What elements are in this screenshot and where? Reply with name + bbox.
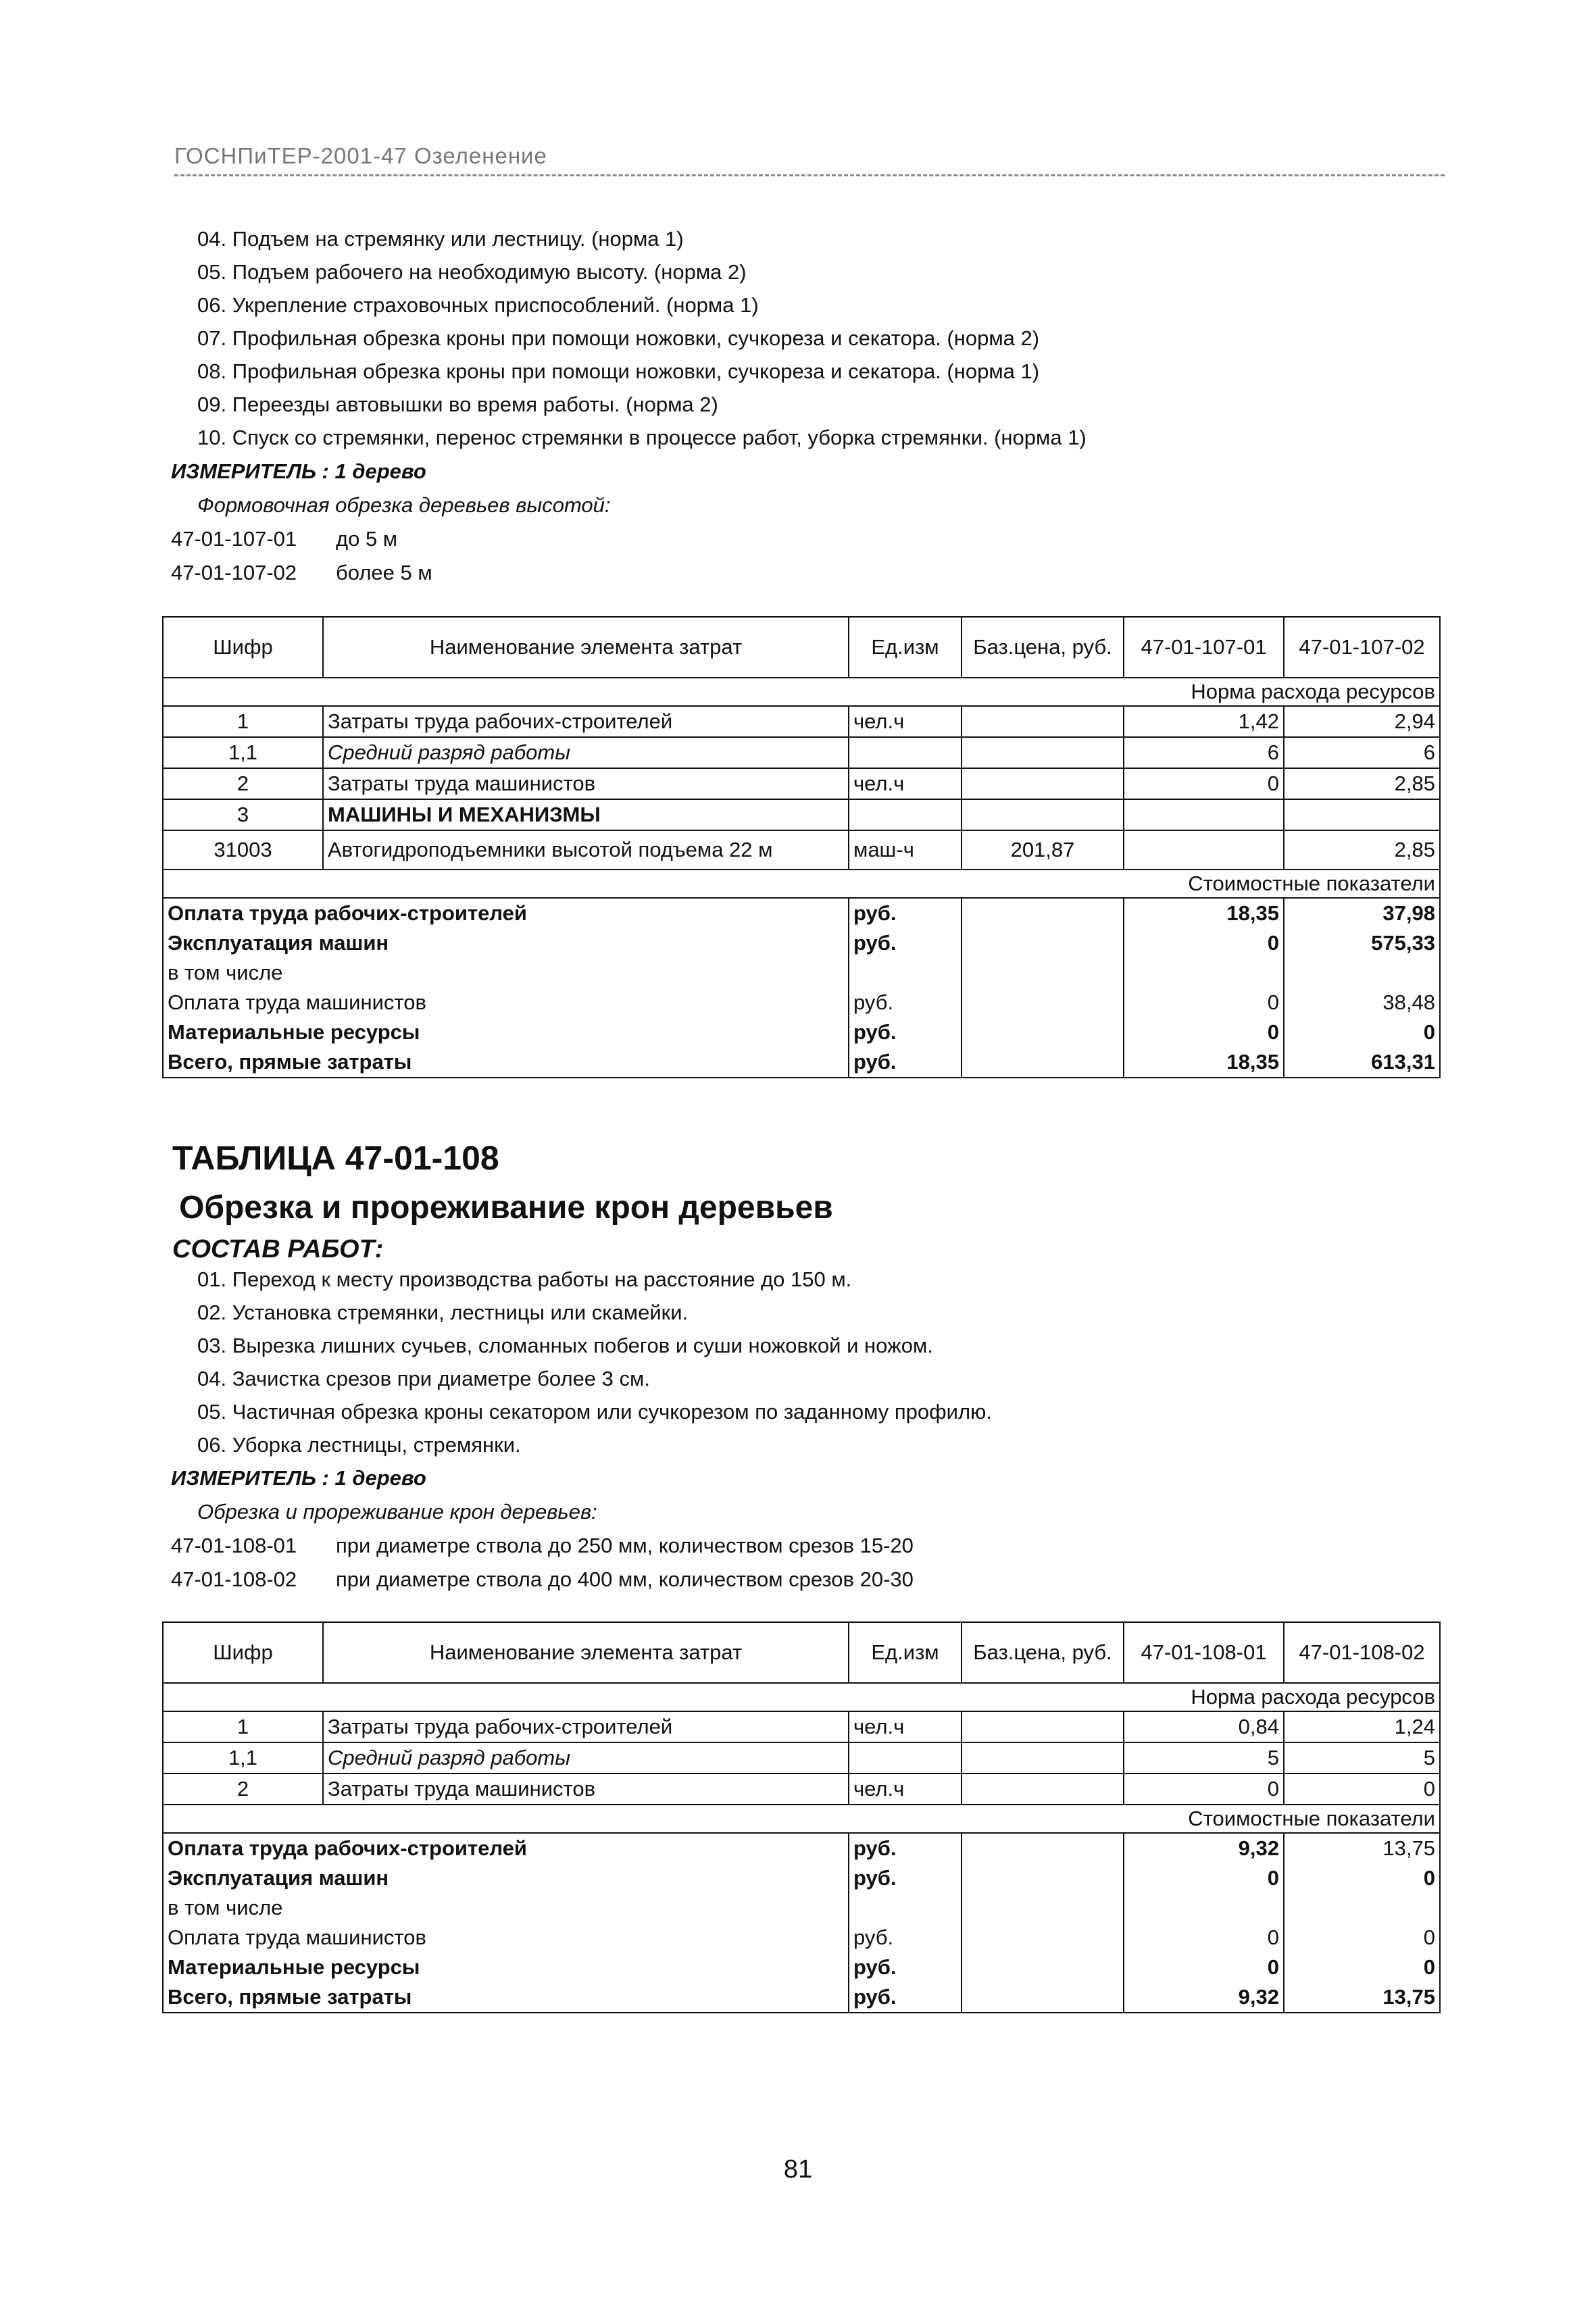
cell-price: [962, 1742, 1124, 1774]
table-row: [163, 768, 1440, 799]
cost-name: Оплата труда рабочих-строителей: [163, 898, 849, 928]
table-row: [163, 1711, 1440, 1742]
cell-shifr: 2: [163, 1774, 323, 1805]
cell-price: [962, 706, 1124, 737]
cost-row: [163, 1863, 1440, 1893]
cost-name: Оплата труда машинистов: [163, 1923, 849, 1953]
description-108: Обрезка и прореживание крон деревьев:: [197, 1500, 597, 1524]
code-108-02-text: при диаметре ствола до 400 мм, количеством срезов 20-30: [336, 1567, 914, 1591]
cost-price: [962, 988, 1124, 1017]
cost-price: [962, 1833, 1124, 1863]
cost-row: [163, 1953, 1440, 1982]
work-step: 01. Переход к месту производства работы на расстояние до 150 м.: [197, 1267, 852, 1291]
table-row: [163, 737, 1440, 768]
cost-price: [962, 928, 1124, 958]
cost-value-1: 18,35: [1124, 1047, 1284, 1078]
cost-unit: руб.: [849, 1017, 962, 1047]
cell-name: Затраты труда рабочих-строителей: [323, 1711, 849, 1742]
cost-name: Эксплуатация машин: [163, 1863, 849, 1893]
cost-value-2: 0: [1284, 1863, 1440, 1893]
cell-unit: маш-ч: [849, 830, 962, 870]
cell-shifr: 31003: [163, 830, 323, 870]
header-rule: [174, 174, 1445, 176]
cost-value-1: [1124, 1893, 1284, 1923]
cost-price: [962, 1047, 1124, 1078]
section-row: [163, 678, 1440, 706]
cost-price: [962, 1923, 1124, 1953]
cost-price: [962, 958, 1124, 988]
cell-unit: [849, 799, 962, 830]
cost-value-2: 613,31: [1284, 1047, 1440, 1078]
cell-shifr: 1: [163, 1711, 323, 1742]
cost-price: [962, 1017, 1124, 1047]
cost-unit: руб.: [849, 898, 962, 928]
cost-name: Оплата труда рабочих-строителей: [163, 1833, 849, 1863]
table-row: [163, 1742, 1440, 1774]
cost-value-1: 0: [1124, 1017, 1284, 1047]
cost-value-1: 0: [1124, 1923, 1284, 1953]
cell-shifr: 3: [163, 799, 323, 830]
cost-price: [962, 1953, 1124, 1982]
cell-value-2: 2,85: [1284, 768, 1440, 799]
cost-name: Всего, прямые затраты: [163, 1047, 849, 1078]
cost-value-2: [1284, 958, 1440, 988]
table-header-row: [163, 1622, 1440, 1683]
column-header: 47-01-108-02: [1284, 1622, 1440, 1683]
intro-step: 04. Подъем на стремянку или лестницу. (норма 1): [197, 227, 684, 251]
cell-value-1: 0: [1124, 1774, 1284, 1805]
cost-label: Стоимостные показатели: [163, 870, 1440, 898]
cell-unit: чел.ч: [849, 1774, 962, 1805]
cost-unit: руб.: [849, 1953, 962, 1982]
cost-value-1: 18,35: [1124, 898, 1284, 928]
cost-value-1: 0: [1124, 1863, 1284, 1893]
cost-table-107: [162, 616, 1441, 1078]
cost-row: [163, 958, 1440, 988]
cost-row: [163, 1047, 1440, 1078]
cost-value-1: 0: [1124, 1953, 1284, 1982]
cost-row: [163, 1017, 1440, 1047]
cell-shifr: 1,1: [163, 737, 323, 768]
column-header: 47-01-107-02: [1284, 617, 1440, 678]
table-title-108: ТАБЛИЦА 47-01-108: [172, 1139, 499, 1177]
document-header: ГОСНПиТЕР-2001-47 Озеленение: [174, 143, 547, 168]
cell-name: Затраты труда машинистов: [323, 768, 849, 799]
table-row: [163, 830, 1440, 870]
intro-step: 10. Спуск со стремянки, перенос стремянки в процессе работ, уборка стремянки. (норма 1): [197, 426, 1087, 449]
cost-unit: руб.: [849, 1863, 962, 1893]
cost-unit: руб.: [849, 1982, 962, 2013]
cell-unit: чел.ч: [849, 1711, 962, 1742]
cell-unit: [849, 1742, 962, 1774]
cost-value-1: 0: [1124, 928, 1284, 958]
cell-value-1: [1124, 799, 1284, 830]
page-number: 81: [783, 2155, 813, 2184]
cost-value-2: 575,33: [1284, 928, 1440, 958]
cell-price: [962, 799, 1124, 830]
cost-name: Всего, прямые затраты: [163, 1982, 849, 2013]
cost-unit: руб.: [849, 1923, 962, 1953]
cell-unit: чел.ч: [849, 768, 962, 799]
cell-value-1: 0: [1124, 768, 1284, 799]
column-header: Наименование элемента затрат: [323, 1622, 849, 1683]
intro-step: 06. Укрепление страховочных приспособлений. (норма 1): [197, 293, 759, 317]
section-row: [163, 870, 1440, 898]
column-header: Ед.изм: [849, 617, 962, 678]
code-108-02: 47-01-108-02: [171, 1567, 297, 1591]
cell-price: [962, 1774, 1124, 1805]
cost-unit: [849, 958, 962, 988]
column-header: Наименование элемента затрат: [323, 617, 849, 678]
cost-name: Оплата труда машинистов: [163, 988, 849, 1017]
cost-price: [962, 1893, 1124, 1923]
column-header: Ед.изм: [849, 1622, 962, 1683]
code-107-02: 47-01-107-02: [171, 561, 297, 584]
cost-label: Стоимостные показатели: [163, 1805, 1440, 1833]
cost-price: [962, 1863, 1124, 1893]
cost-value-1: 9,32: [1124, 1833, 1284, 1863]
cell-shifr: 2: [163, 768, 323, 799]
cost-unit: руб.: [849, 1833, 962, 1863]
code-107-02-text: более 5 м: [336, 561, 432, 584]
cell-name: Затраты труда рабочих-строителей: [323, 706, 849, 737]
norm-label: Норма расхода ресурсов: [163, 678, 1440, 706]
column-header: Баз.цена, руб.: [962, 1622, 1124, 1683]
cost-value-2: [1284, 1893, 1440, 1923]
cost-name: Эксплуатация машин: [163, 928, 849, 958]
cost-row: [163, 1833, 1440, 1863]
cost-name: в том числе: [163, 958, 849, 988]
table-row: [163, 1774, 1440, 1805]
cost-row: [163, 1982, 1440, 2013]
cost-name: в том числе: [163, 1893, 849, 1923]
column-header: 47-01-107-01: [1124, 617, 1284, 678]
cell-name: МАШИНЫ И МЕХАНИЗМЫ: [323, 799, 849, 830]
cost-name: Материальные ресурсы: [163, 1953, 849, 1982]
cost-value-1: 0: [1124, 988, 1284, 1017]
cost-row: [163, 928, 1440, 958]
column-header: Баз.цена, руб.: [962, 617, 1124, 678]
cost-price: [962, 898, 1124, 928]
cell-name: Средний разряд работы: [323, 1742, 849, 1774]
cell-price: [962, 768, 1124, 799]
table-row: [163, 706, 1440, 737]
cell-value-2: [1284, 799, 1440, 830]
table-subtitle-108: Обрезка и прореживание крон деревьев: [179, 1190, 833, 1226]
cell-price: [962, 1711, 1124, 1742]
cost-value-1: [1124, 958, 1284, 988]
cell-price: [962, 737, 1124, 768]
cell-value-2: 1,24: [1284, 1711, 1440, 1742]
cost-row: [163, 898, 1440, 928]
code-107-01: 47-01-107-01: [171, 527, 297, 551]
intro-step: 07. Профильная обрезка кроны при помощи ножовки, сучкореза и секатора. (норма 2): [197, 326, 1040, 350]
cost-value-1: 9,32: [1124, 1982, 1284, 2013]
cell-value-1: 5: [1124, 1742, 1284, 1774]
cost-value-2: 0: [1284, 1017, 1440, 1047]
cost-row: [163, 1923, 1440, 1953]
cell-shifr: 1: [163, 706, 323, 737]
cost-price: [962, 1982, 1124, 2013]
measure-label-107: ИЗМЕРИТЕЛЬ : 1 дерево: [171, 459, 426, 483]
work-step: 03. Вырезка лишних сучьев, сломанных побегов и суши ножовкой и ножом.: [197, 1334, 933, 1357]
work-step: 02. Установка стремянки, лестницы или скамейки.: [197, 1301, 689, 1324]
cell-value-2: 6: [1284, 737, 1440, 768]
cost-unit: руб.: [849, 1047, 962, 1078]
section-row: [163, 1683, 1440, 1711]
cost-unit: руб.: [849, 988, 962, 1017]
section-row: [163, 1805, 1440, 1833]
cell-value-1: 1,42: [1124, 706, 1284, 737]
cost-unit: руб.: [849, 928, 962, 958]
cell-name: Затраты труда машинистов: [323, 1774, 849, 1805]
cost-unit: [849, 1893, 962, 1923]
cell-value-1: 6: [1124, 737, 1284, 768]
composition-label-108: СОСТАВ РАБОТ:: [172, 1235, 384, 1263]
column-header: Шифр: [163, 617, 323, 678]
code-108-01-text: при диаметре ствола до 250 мм, количеством срезов 15-20: [336, 1534, 914, 1557]
cost-table-108: [162, 1621, 1441, 2013]
work-step: 05. Частичная обрезка кроны секатором или сучкорезом по заданному профилю.: [197, 1400, 992, 1424]
description-107: Формовочная обрезка деревьев высотой:: [197, 493, 611, 517]
cell-shifr: 1,1: [163, 1742, 323, 1774]
column-header: Шифр: [163, 1622, 323, 1683]
cost-value-2: 13,75: [1284, 1833, 1440, 1863]
intro-step: 05. Подъем рабочего на необходимую высоту. (норма 2): [197, 260, 747, 284]
cell-price: 201,87: [962, 830, 1124, 870]
work-step: 04. Зачистка срезов при диаметре более 3 см.: [197, 1367, 650, 1390]
cost-value-2: 0: [1284, 1953, 1440, 1982]
measure-label-108: ИЗМЕРИТЕЛЬ : 1 дерево: [171, 1466, 426, 1490]
cost-value-2: 13,75: [1284, 1982, 1440, 2013]
cost-value-2: 0: [1284, 1923, 1440, 1953]
table-row: [163, 799, 1440, 830]
cost-value-2: 38,48: [1284, 988, 1440, 1017]
column-header: 47-01-108-01: [1124, 1622, 1284, 1683]
cell-unit: [849, 737, 962, 768]
cell-value-1: [1124, 830, 1284, 870]
cell-value-2: 0: [1284, 1774, 1440, 1805]
cost-value-2: 37,98: [1284, 898, 1440, 928]
cell-value-2: 2,85: [1284, 830, 1440, 870]
norm-label: Норма расхода ресурсов: [163, 1683, 1440, 1711]
code-107-01-text: до 5 м: [336, 527, 398, 551]
cell-value-2: 5: [1284, 1742, 1440, 1774]
cell-value-2: 2,94: [1284, 706, 1440, 737]
cell-value-1: 0,84: [1124, 1711, 1284, 1742]
cell-name: Автогидроподъемники высотой подъема 22 м: [323, 830, 849, 870]
cost-row: [163, 1893, 1440, 1923]
cost-row: [163, 988, 1440, 1017]
cell-name: Средний разряд работы: [323, 737, 849, 768]
intro-step: 09. Переезды автовышки во время работы. (норма 2): [197, 393, 718, 416]
cost-name: Материальные ресурсы: [163, 1017, 849, 1047]
cell-unit: чел.ч: [849, 706, 962, 737]
table-header-row: [163, 617, 1440, 678]
code-108-01: 47-01-108-01: [171, 1534, 297, 1557]
intro-step: 08. Профильная обрезка кроны при помощи ножовки, сучкореза и секатора. (норма 1): [197, 359, 1040, 383]
work-step: 06. Уборка лестницы, стремянки.: [197, 1433, 521, 1457]
